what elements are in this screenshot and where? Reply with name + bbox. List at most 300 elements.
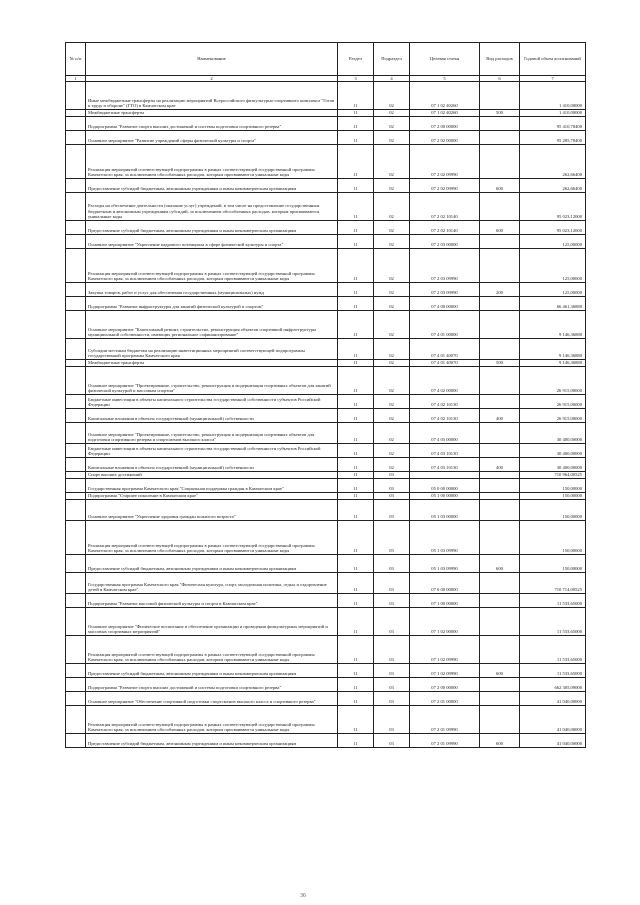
- amount-cell: 262,66400: [520, 145, 586, 179]
- subsection-cell: 03: [374, 692, 410, 706]
- num-cell: [66, 179, 86, 193]
- section-cell: 11: [338, 367, 374, 395]
- num-cell: [66, 444, 86, 458]
- amount-cell: 11 533,65000: [520, 636, 586, 664]
- kind-cell: 500: [480, 110, 520, 117]
- num-cell: [66, 608, 86, 636]
- amount-cell: 26 915,00000: [520, 367, 586, 395]
- header-section: Раздел: [338, 43, 374, 76]
- budget-table-sheet: [65, 42, 585, 748]
- name-cell: Предоставление субсидий бюджетным, автономным учреждениям и иным некоммерческим организациям: [86, 555, 338, 573]
- num-cell: [66, 594, 86, 608]
- target-cell: 07 2 00 00000: [410, 678, 480, 692]
- amount-cell: 11 533,65000: [520, 664, 586, 678]
- subsection-cell: 02: [374, 110, 410, 117]
- table-row: [66, 444, 586, 458]
- target-cell: 05 1 03 00000: [410, 500, 480, 521]
- subsection-cell: 03: [374, 706, 410, 734]
- amount-cell: 11 533,65000: [520, 594, 586, 608]
- section-cell: 11: [338, 179, 374, 193]
- target-cell: 07 1 02 09990: [410, 664, 480, 678]
- target-cell: 07 2 01 09990: [410, 734, 480, 748]
- name-cell: Предоставление субсидий бюджетным, автономным учреждениям и иным некоммерческим организациям: [86, 734, 338, 748]
- subsection-cell: 03: [374, 555, 410, 573]
- amount-cell: 11 533,65000: [520, 608, 586, 636]
- name-cell: Иные межбюджетные трансферты на реализацию мероприятий Всероссийского физкультурно-спортивного комплекса "Готов к труду и обороне" (ГТО) в Камчатском крае: [86, 82, 338, 110]
- amount-cell: 125,00000: [520, 249, 586, 283]
- num-cell: [66, 82, 86, 110]
- name-cell: Основное мероприятие "Укрепление здоровья граждан пожилого возраста": [86, 500, 338, 521]
- col-number: 1: [66, 76, 86, 82]
- target-cell: 07 1 02 40260: [410, 110, 480, 117]
- table-row: [66, 500, 586, 521]
- table-body: [66, 82, 586, 748]
- num-cell: [66, 521, 86, 555]
- kind-cell: [480, 82, 520, 110]
- kind-cell: [480, 594, 520, 608]
- amount-cell: 95 285,78400: [520, 131, 586, 145]
- amount-cell: 125,00000: [520, 235, 586, 249]
- subsection-cell: 03: [374, 573, 410, 594]
- table-row: [66, 339, 586, 360]
- name-cell: Реализация мероприятий соответствующей подпрограммы в рамках соответствующей государственной программы Камчатского края, за исключением обособленных расходов, которым присваиваются уникальные коды: [86, 706, 338, 734]
- kind-cell: [480, 608, 520, 636]
- subsection-cell: 02: [374, 179, 410, 193]
- section-cell: 11: [338, 734, 374, 748]
- table-row: [66, 458, 586, 472]
- kind-cell: [480, 367, 520, 395]
- kind-cell: [480, 249, 520, 283]
- target-cell: 05 0 00 00000: [410, 479, 480, 493]
- section-cell: 11: [338, 500, 374, 521]
- table-row: [66, 145, 586, 179]
- subsection-cell: 02: [374, 193, 410, 221]
- table-row: [66, 117, 586, 131]
- col-number: 2: [86, 76, 338, 82]
- num-cell: [66, 500, 86, 521]
- name-cell: Подпрограмма "Развитие массовой физической культуры и спорта в Камчатском крае": [86, 594, 338, 608]
- section-cell: 11: [338, 297, 374, 311]
- table-row: [66, 311, 586, 339]
- kind-cell: [480, 423, 520, 444]
- amount-cell: 30 400,00000: [520, 444, 586, 458]
- num-cell: [66, 636, 86, 664]
- target-cell: 07 2 02 00000: [410, 131, 480, 145]
- budget-table: [65, 42, 586, 748]
- subsection-cell: 02: [374, 145, 410, 179]
- kind-cell: [480, 678, 520, 692]
- name-cell: Предоставление субсидий бюджетным, автономным учреждениям и иным некоммерческим организациям: [86, 179, 338, 193]
- kind-cell: 600: [480, 555, 520, 573]
- num-cell: [66, 479, 86, 493]
- amount-cell: 9 146,36880: [520, 311, 586, 339]
- target-cell: 07 4 01 40070: [410, 339, 480, 360]
- table-row: [66, 409, 586, 423]
- target-cell: 07 2 01 09990: [410, 706, 480, 734]
- section-cell: 11: [338, 395, 374, 409]
- subsection-cell: 03: [374, 664, 410, 678]
- subsection-cell: 03: [374, 479, 410, 493]
- num-cell: [66, 367, 86, 395]
- subsection-cell: 03: [374, 521, 410, 555]
- table-row: [66, 479, 586, 493]
- name-cell: Закупка товаров, работ и услуг для обеспечения государственных (муниципальных) нужд: [86, 283, 338, 297]
- target-cell: 07 2 00 00000: [410, 117, 480, 131]
- table-row: [66, 395, 586, 409]
- amount-cell: 95 023,12000: [520, 221, 586, 235]
- num-cell: [66, 409, 86, 423]
- section-cell: 11: [338, 193, 374, 221]
- amount-cell: 1 410,00000: [520, 82, 586, 110]
- section-cell: 11: [338, 283, 374, 297]
- kind-cell: [480, 145, 520, 179]
- name-cell: Расходы на обеспечение деятельности (оказание услуг) учреждений, в том числе на предоставление государственным бюджетным и автономным учреждениям субсидий, за исключением обособленных расходов, которым присваиваются уникальные коды: [86, 193, 338, 221]
- section-cell: 11: [338, 423, 374, 444]
- table-row: [66, 367, 586, 395]
- subsection-cell: 03: [374, 493, 410, 500]
- subsection-cell: 02: [374, 339, 410, 360]
- target-cell: 07 4 01 00000: [410, 311, 480, 339]
- table-row: [66, 283, 586, 297]
- section-cell: 11: [338, 458, 374, 472]
- kind-cell: 400: [480, 409, 520, 423]
- num-cell: [66, 193, 86, 221]
- section-cell: 11: [338, 311, 374, 339]
- num-cell: [66, 235, 86, 249]
- section-cell: 11: [338, 608, 374, 636]
- section-cell: 11: [338, 555, 374, 573]
- name-cell: Основное мероприятие "Физическое воспитание и обеспечение организации и проведения физкультурных мероприятий и массовых спортивных мероприятий": [86, 608, 338, 636]
- amount-cell: 9 146,36880: [520, 339, 586, 360]
- name-cell: Капитальные вложения в объекты государственной (муниципальной) собственности: [86, 409, 338, 423]
- table-row: [66, 692, 586, 706]
- section-cell: 11: [338, 117, 374, 131]
- section-cell: 11: [338, 110, 374, 117]
- table-row: [66, 193, 586, 221]
- name-cell: Государственная программа Камчатского края "Физическая культура, спорт, молодежная политика, отдых и оздоровление детей в Камчатском крае": [86, 573, 338, 594]
- kind-cell: [480, 493, 520, 500]
- target-cell: 07 1 00 00000: [410, 594, 480, 608]
- subsection-cell: 03: [374, 608, 410, 636]
- num-cell: [66, 664, 86, 678]
- amount-cell: 262,66400: [520, 179, 586, 193]
- target-cell: 07 2 03 00000: [410, 235, 480, 249]
- section-cell: 11: [338, 636, 374, 664]
- table-row: [66, 594, 586, 608]
- amount-cell: 150,00000: [520, 521, 586, 555]
- name-cell: Бюджетные инвестиции в объекты капитального строительства государственной собственности субъектов Российской Федерации: [86, 444, 338, 458]
- amount-cell: 150,00000: [520, 479, 586, 493]
- target-cell: 07 4 02 10130: [410, 409, 480, 423]
- subsection-cell: 02: [374, 444, 410, 458]
- kind-cell: 400: [480, 458, 520, 472]
- amount-cell: 41 040,00000: [520, 706, 586, 734]
- subsection-cell: 02: [374, 423, 410, 444]
- target-cell: [410, 472, 480, 479]
- table-row: [66, 555, 586, 573]
- amount-cell: 150,00000: [520, 493, 586, 500]
- num-cell: [66, 706, 86, 734]
- subsection-cell: 02: [374, 82, 410, 110]
- num-cell: [66, 283, 86, 297]
- table-row: [66, 734, 586, 748]
- amount-cell: 95 023,12000: [520, 193, 586, 221]
- section-cell: 11: [338, 444, 374, 458]
- num-cell: [66, 692, 86, 706]
- kind-cell: 600: [480, 179, 520, 193]
- subsection-cell: 03: [374, 500, 410, 521]
- target-cell: 05 1 00 00000: [410, 493, 480, 500]
- target-cell: 07 2 02 09990: [410, 145, 480, 179]
- subsection-cell: 02: [374, 131, 410, 145]
- subsection-cell: 02: [374, 395, 410, 409]
- subsection-cell: 02: [374, 367, 410, 395]
- num-cell: [66, 472, 86, 479]
- num-cell: [66, 458, 86, 472]
- section-cell: 11: [338, 145, 374, 179]
- col-number: 6: [480, 76, 520, 82]
- num-cell: [66, 145, 86, 179]
- amount-cell: 95 410,78400: [520, 117, 586, 131]
- name-cell: Межбюджетные трансферты: [86, 360, 338, 367]
- num-cell: [66, 117, 86, 131]
- subsection-cell: 02: [374, 311, 410, 339]
- target-cell: 07 4 03 10130: [410, 444, 480, 458]
- kind-cell: [480, 521, 520, 555]
- amount-cell: 41 040,00000: [520, 692, 586, 706]
- kind-cell: [480, 479, 520, 493]
- name-cell: Реализация мероприятий соответствующей подпрограммы в рамках соответствующей государственной программы Камчатского края, за исключением обособленных расходов, которым присваиваются уникальные коды: [86, 249, 338, 283]
- num-cell: [66, 221, 86, 235]
- kind-cell: [480, 235, 520, 249]
- kind-cell: [480, 297, 520, 311]
- num-cell: [66, 573, 86, 594]
- target-cell: 07 2 02 09990: [410, 179, 480, 193]
- subsection-cell: 02: [374, 235, 410, 249]
- target-cell: 07 2 01 00000: [410, 692, 480, 706]
- kind-cell: [480, 117, 520, 131]
- amount-cell: 150,00000: [520, 500, 586, 521]
- section-cell: 11: [338, 131, 374, 145]
- table-row: [66, 573, 586, 594]
- target-cell: 07 2 03 09990: [410, 249, 480, 283]
- num-cell: [66, 734, 86, 748]
- name-cell: Предоставление субсидий бюджетным, автономным учреждениям и иным некоммерческим организациям: [86, 664, 338, 678]
- num-cell: [66, 395, 86, 409]
- subsection-cell: 02: [374, 283, 410, 297]
- section-cell: 11: [338, 493, 374, 500]
- subsection-cell: 02: [374, 221, 410, 235]
- amount-cell: 26 915,00000: [520, 395, 586, 409]
- target-cell: 07 0 00 00000: [410, 573, 480, 594]
- kind-cell: 600: [480, 221, 520, 235]
- section-cell: 11: [338, 594, 374, 608]
- amount-cell: 710 964,00525: [520, 472, 586, 479]
- amount-cell: 150,00000: [520, 555, 586, 573]
- table-row: [66, 493, 586, 500]
- col-number: 4: [374, 76, 410, 82]
- name-cell: Государственная программа Камчатского края "Социальная поддержка граждан в Камчатском крае": [86, 479, 338, 493]
- section-cell: 11: [338, 82, 374, 110]
- num-cell: [66, 249, 86, 283]
- kind-cell: [480, 692, 520, 706]
- header-subsection: Подраздел: [374, 43, 410, 76]
- kind-cell: [480, 131, 520, 145]
- table-row: [66, 678, 586, 692]
- kind-cell: [480, 193, 520, 221]
- amount-cell: 41 040,00000: [520, 734, 586, 748]
- num-cell: [66, 131, 86, 145]
- num-cell: [66, 555, 86, 573]
- table-row: [66, 706, 586, 734]
- amount-cell: 9 146,36880: [520, 360, 586, 367]
- target-cell: 07 4 01 40070: [410, 360, 480, 367]
- amount-cell: 662 305,09000: [520, 678, 586, 692]
- num-cell: [66, 110, 86, 117]
- section-cell: 11: [338, 339, 374, 360]
- page-number: 36: [300, 893, 306, 899]
- name-cell: Подпрограмма "Развитие спорта высших достижений и системы подготовки спортивного резерва": [86, 678, 338, 692]
- num-cell: [66, 423, 86, 444]
- target-cell: 07 4 03 00000: [410, 423, 480, 444]
- section-cell: 11: [338, 360, 374, 367]
- target-cell: 07 1 02 09990: [410, 636, 480, 664]
- name-cell: Реализация мероприятий соответствующей подпрограммы в рамках соответствующей государственной программы Камчатского края, за исключением обособленных расходов, которым присваиваются уникальные коды: [86, 636, 338, 664]
- kind-cell: [480, 472, 520, 479]
- table-row: [66, 131, 586, 145]
- section-cell: 11: [338, 692, 374, 706]
- kind-cell: [480, 500, 520, 521]
- table-header-row: [66, 43, 586, 76]
- header-target: Целевая статья: [410, 43, 480, 76]
- num-cell: [66, 339, 86, 360]
- subsection-cell: 02: [374, 409, 410, 423]
- amount-cell: 125,00000: [520, 283, 586, 297]
- table-row: [66, 235, 586, 249]
- target-cell: 07 1 02 40260: [410, 82, 480, 110]
- table-row: [66, 608, 586, 636]
- target-cell: 07 2 02 10140: [410, 193, 480, 221]
- kind-cell: 200: [480, 283, 520, 297]
- amount-cell: 710 714,00525: [520, 573, 586, 594]
- name-cell: Основное мероприятие "Проектирование, строительство, реконструкция и модернизация спортивных объектов для занятий физической культурой и массовым спортом": [86, 367, 338, 395]
- kind-cell: [480, 311, 520, 339]
- name-cell: Капитальные вложения в объекты государственной (муниципальной) собственности: [86, 458, 338, 472]
- name-cell: Подпрограмма "Старшее поколение в Камчатском крае": [86, 493, 338, 500]
- kind-cell: 600: [480, 664, 520, 678]
- table-row: [66, 360, 586, 367]
- num-cell: [66, 297, 86, 311]
- header-kind: Вид расходов: [480, 43, 520, 76]
- target-cell: 05 1 03 09990: [410, 521, 480, 555]
- name-cell: Спорт высших достижений: [86, 472, 338, 479]
- section-cell: 11: [338, 664, 374, 678]
- header-num: № п/п: [66, 43, 86, 76]
- name-cell: Реализация мероприятий соответствующей подпрограммы в рамках соответствующей государственной программы Камчатского края, за исключением обособленных расходов, которым присваиваются уникальные коды: [86, 145, 338, 179]
- subsection-cell: 03: [374, 594, 410, 608]
- subsection-cell: 02: [374, 297, 410, 311]
- target-cell: 07 1 02 00000: [410, 608, 480, 636]
- header-amount: Годовой объем ассигнований: [520, 43, 586, 76]
- num-cell: [66, 493, 86, 500]
- kind-cell: [480, 636, 520, 664]
- subsection-cell: 03: [374, 472, 410, 479]
- section-cell: 11: [338, 235, 374, 249]
- target-cell: 05 1 03 09990: [410, 555, 480, 573]
- table-row: [66, 179, 586, 193]
- kind-cell: [480, 339, 520, 360]
- name-cell: Реализация мероприятий соответствующей подпрограммы в рамках соответствующей государственной программы Камчатского края, за исключением обособленных расходов, которым присваиваются уникальные коды: [86, 521, 338, 555]
- target-cell: 07 2 03 09990: [410, 283, 480, 297]
- table-row: [66, 297, 586, 311]
- amount-cell: 1 410,00000: [520, 110, 586, 117]
- col-number: 5: [410, 76, 480, 82]
- section-cell: 11: [338, 409, 374, 423]
- subsection-cell: 02: [374, 458, 410, 472]
- table-row: [66, 664, 586, 678]
- amount-cell: 30 400,00000: [520, 458, 586, 472]
- table-row: [66, 82, 586, 110]
- target-cell: 07 2 02 10140: [410, 221, 480, 235]
- section-cell: 11: [338, 521, 374, 555]
- name-cell: Основное мероприятие "Обеспечение спортивной подготовки спортсменов высокого класса и спортивного резерва": [86, 692, 338, 706]
- kind-cell: [480, 706, 520, 734]
- header-name: Наименование: [86, 43, 338, 76]
- amount-cell: 30 400,00000: [520, 423, 586, 444]
- name-cell: Межбюджетные трансферты: [86, 110, 338, 117]
- col-number: 7: [520, 76, 586, 82]
- section-cell: 11: [338, 706, 374, 734]
- subsection-cell: 02: [374, 249, 410, 283]
- name-cell: Основное мероприятие "Укрепление кадрового потенциала в сфере физической культуры и спорта": [86, 235, 338, 249]
- table-row: [66, 636, 586, 664]
- section-cell: 11: [338, 472, 374, 479]
- kind-cell: [480, 395, 520, 409]
- num-cell: [66, 311, 86, 339]
- subsection-cell: 02: [374, 360, 410, 367]
- num-cell: [66, 360, 86, 367]
- kind-cell: [480, 573, 520, 594]
- name-cell: Основное мероприятие "Капитальный ремонт, строительство, реконструкция объектов спортивной инфраструктуры муниципальной собственности, имеющих региональное софинансирование": [86, 311, 338, 339]
- section-cell: 11: [338, 249, 374, 283]
- name-cell: Основное мероприятие "Проектирование, строительство, реконструкция и модернизация спортивных объектов для подготовки спортивного резерва и спортсменов высокого класса": [86, 423, 338, 444]
- name-cell: Бюджетные инвестиции в объекты капитального строительства государственной собственности субъектов Российской Федерации: [86, 395, 338, 409]
- name-cell: Основное мероприятие "Развитие учреждений сферы физической культуры и спорта": [86, 131, 338, 145]
- subsection-cell: 03: [374, 636, 410, 664]
- table-row: [66, 423, 586, 444]
- section-cell: 11: [338, 678, 374, 692]
- kind-cell: 500: [480, 360, 520, 367]
- table-row: [66, 249, 586, 283]
- subsection-cell: 03: [374, 678, 410, 692]
- kind-cell: 600: [480, 734, 520, 748]
- section-cell: 11: [338, 221, 374, 235]
- target-cell: 07 4 03 10130: [410, 458, 480, 472]
- amount-cell: 66 461,36880: [520, 297, 586, 311]
- name-cell: Субсидии местным бюджетам на реализацию инвестиционных мероприятий соответствующей подпрограммы государственной программы Камчатского края: [86, 339, 338, 360]
- target-cell: 07 4 02 10130: [410, 395, 480, 409]
- table-row: [66, 110, 586, 117]
- table-row: [66, 472, 586, 479]
- section-cell: 11: [338, 479, 374, 493]
- target-cell: 07 4 00 00000: [410, 297, 480, 311]
- kind-cell: [480, 444, 520, 458]
- num-cell: [66, 678, 86, 692]
- subsection-cell: 02: [374, 117, 410, 131]
- target-cell: 07 4 02 00000: [410, 367, 480, 395]
- amount-cell: 26 915,00000: [520, 409, 586, 423]
- name-cell: Предоставление субсидий бюджетным, автономным учреждениям и иным некоммерческим организациям: [86, 221, 338, 235]
